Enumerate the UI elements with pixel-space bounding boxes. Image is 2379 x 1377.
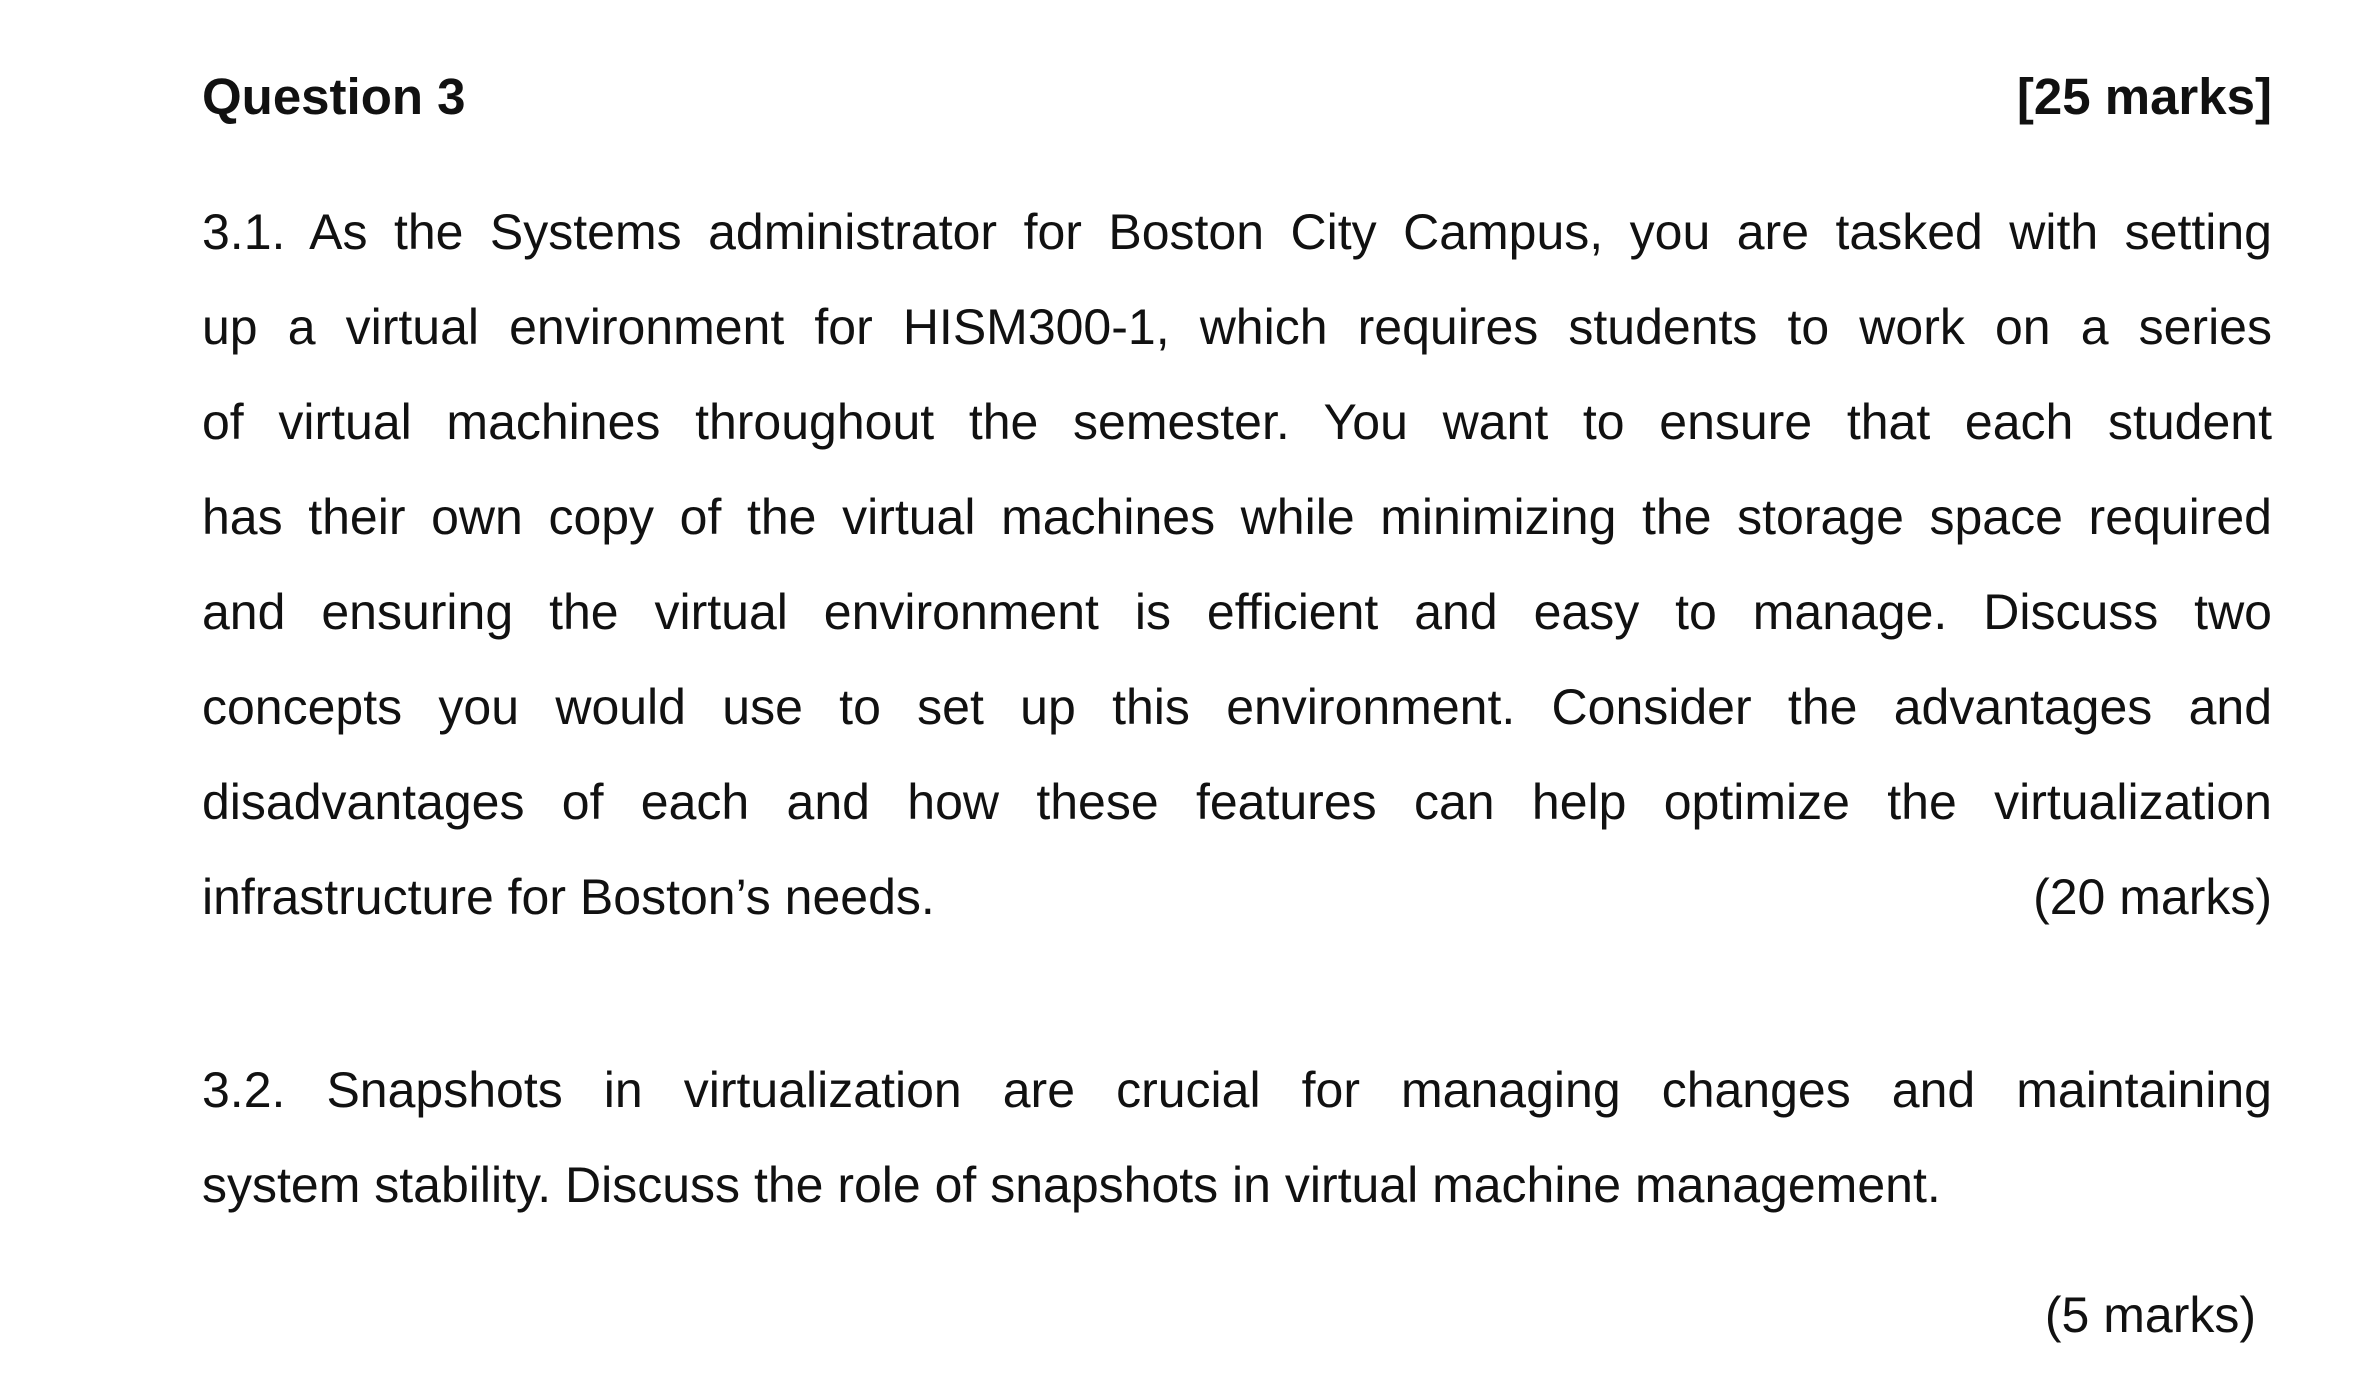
question-3-1-line: of virtual machines throughout the semester. You want to ensure that each student bbox=[202, 394, 2272, 450]
question-page bbox=[202, 0, 2272, 1377]
question-header bbox=[202, 62, 2272, 132]
question-3-1-marks: (20 marks) bbox=[2033, 869, 2272, 925]
question-3-1-line: infrastructure for Boston’s needs. bbox=[202, 869, 935, 925]
question-3-1-last-row bbox=[202, 850, 2272, 945]
question-3-2 bbox=[202, 1043, 2272, 1233]
question-3-1-line: disadvantages of each and how these features can help optimize the virtualization bbox=[202, 774, 2272, 830]
question-3-1-line: and ensuring the virtual environment is efficient and easy to manage. Discuss two bbox=[202, 584, 2272, 640]
question-3-2-line: system stability. Discuss the role of snapshots in virtual machine management. bbox=[202, 1157, 1941, 1213]
question-3-1-line: up a virtual environment for HISM300-1, which requires students to work on a series bbox=[202, 299, 2272, 355]
question-3-1-line: concepts you would use to set up this environment. Consider the advantages and bbox=[202, 679, 2272, 735]
question-3-2-marks: (5 marks) bbox=[2044, 1287, 2256, 1343]
question-title: Question 3 bbox=[202, 68, 466, 125]
question-3-2-line: 3.2. Snapshots in virtualization are crucial for managing changes and maintaining bbox=[202, 1062, 2272, 1118]
question-total-marks: [25 marks] bbox=[2016, 68, 2272, 125]
question-3-1 bbox=[202, 185, 2272, 945]
question-3-1-line: 3.1. As the Systems administrator for Boston City Campus, you are tasked with setting bbox=[202, 204, 2272, 260]
question-3-1-line: has their own copy of the virtual machines while minimizing the storage space required bbox=[202, 489, 2272, 545]
